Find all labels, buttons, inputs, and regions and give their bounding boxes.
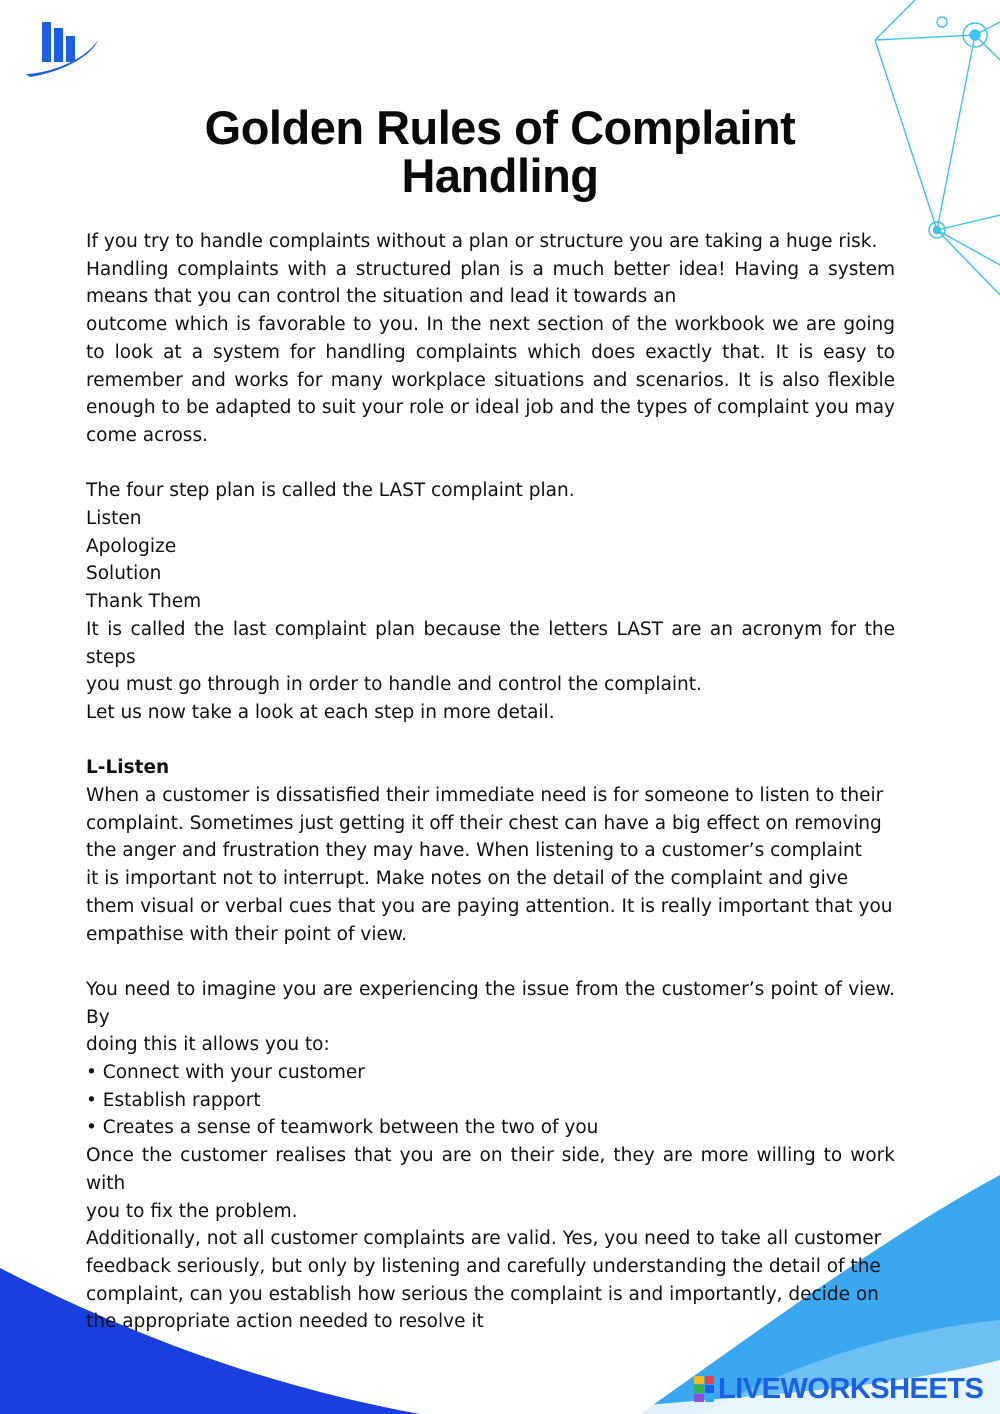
listen-paragraph-2: it is important not to interrupt. Make notes on the detail of the complaint and give them visual or verbal cues that you are paying attention. It is really important that you empathise with their point of view. [86, 868, 893, 945]
acronym-paragraph-3: Let us now take a look at each step in more detail. [86, 701, 555, 723]
plan-step: Listen [86, 508, 142, 530]
empathy-paragraph-1: You need to imagine you are experiencing the issue from the customer’s point of view. By [86, 978, 895, 1028]
acronym-paragraph-1: It is called the last complaint plan because the letters LAST are an acronym for the steps [86, 618, 895, 668]
section-heading-listen: L-Listen [86, 757, 170, 779]
intro-paragraph-1: If you try to handle complaints without a plan or structure you are taking a huge risk. [86, 231, 878, 252]
plan-step: Solution [86, 563, 162, 585]
plan-step: Thank Them [86, 591, 202, 613]
side-paragraph-1: Once the customer realises that you are on their side, they are more willing to work with [86, 1145, 895, 1194]
plan-step: Apologize [86, 535, 177, 557]
validity-paragraph: Additionally, not all customer complaints are valid. Yes, you need to take all customer feedback seriously, but only by listening and carefully understanding the detail of the complaint, can you establish how serious the complaint is and importantly, decide on the appropriate action needed to resolve it [86, 1228, 882, 1333]
liveworksheets-brand [694, 1372, 983, 1406]
empathy-paragraph-2: doing this it allows you to: [86, 1034, 330, 1056]
side-paragraph-2: you to fix the problem. [86, 1200, 298, 1222]
bullet-item: • Creates a sense of teamwork between the two of you [86, 1117, 599, 1139]
intro-paragraph-3: outcome which is favorable to you. In the next section of the workbook we are going to look at a system for handling complaints which does exactly that. It is easy to remember and works for many workplace situations and scenarios. It is also flexible enough to be adapted to suit your role or ideal job and the types of complaint you may come across. [86, 314, 895, 446]
building-logo-icon [22, 16, 102, 80]
bullet-item: • Connect with your customer [86, 1062, 365, 1084]
intro-paragraph-2: Handling complaints with a structured plan is a much better idea! Having a system means that you can control the situation and lead it towards an [86, 258, 895, 308]
bullet-item: • Establish rapport [86, 1089, 261, 1111]
page-title: Golden Rules of Complaint Handling [204, 101, 796, 202]
brand-text: LIVEWORKSHEETS [718, 1372, 984, 1405]
liveworksheets-logo-icon [694, 1376, 714, 1402]
document-body [86, 228, 895, 1336]
plan-intro: The four step plan is called the LAST complaint plan. [86, 480, 575, 502]
acronym-paragraph-2: you must go through in order to handle and control the complaint. [86, 674, 702, 696]
listen-paragraph-1: When a customer is dissatisfied their immediate need is for someone to listen to their complaint. Sometimes just getting it off their chest can have a big effect on removing the anger and frustration they may have. When listening to a customer’s complaint [86, 785, 884, 862]
